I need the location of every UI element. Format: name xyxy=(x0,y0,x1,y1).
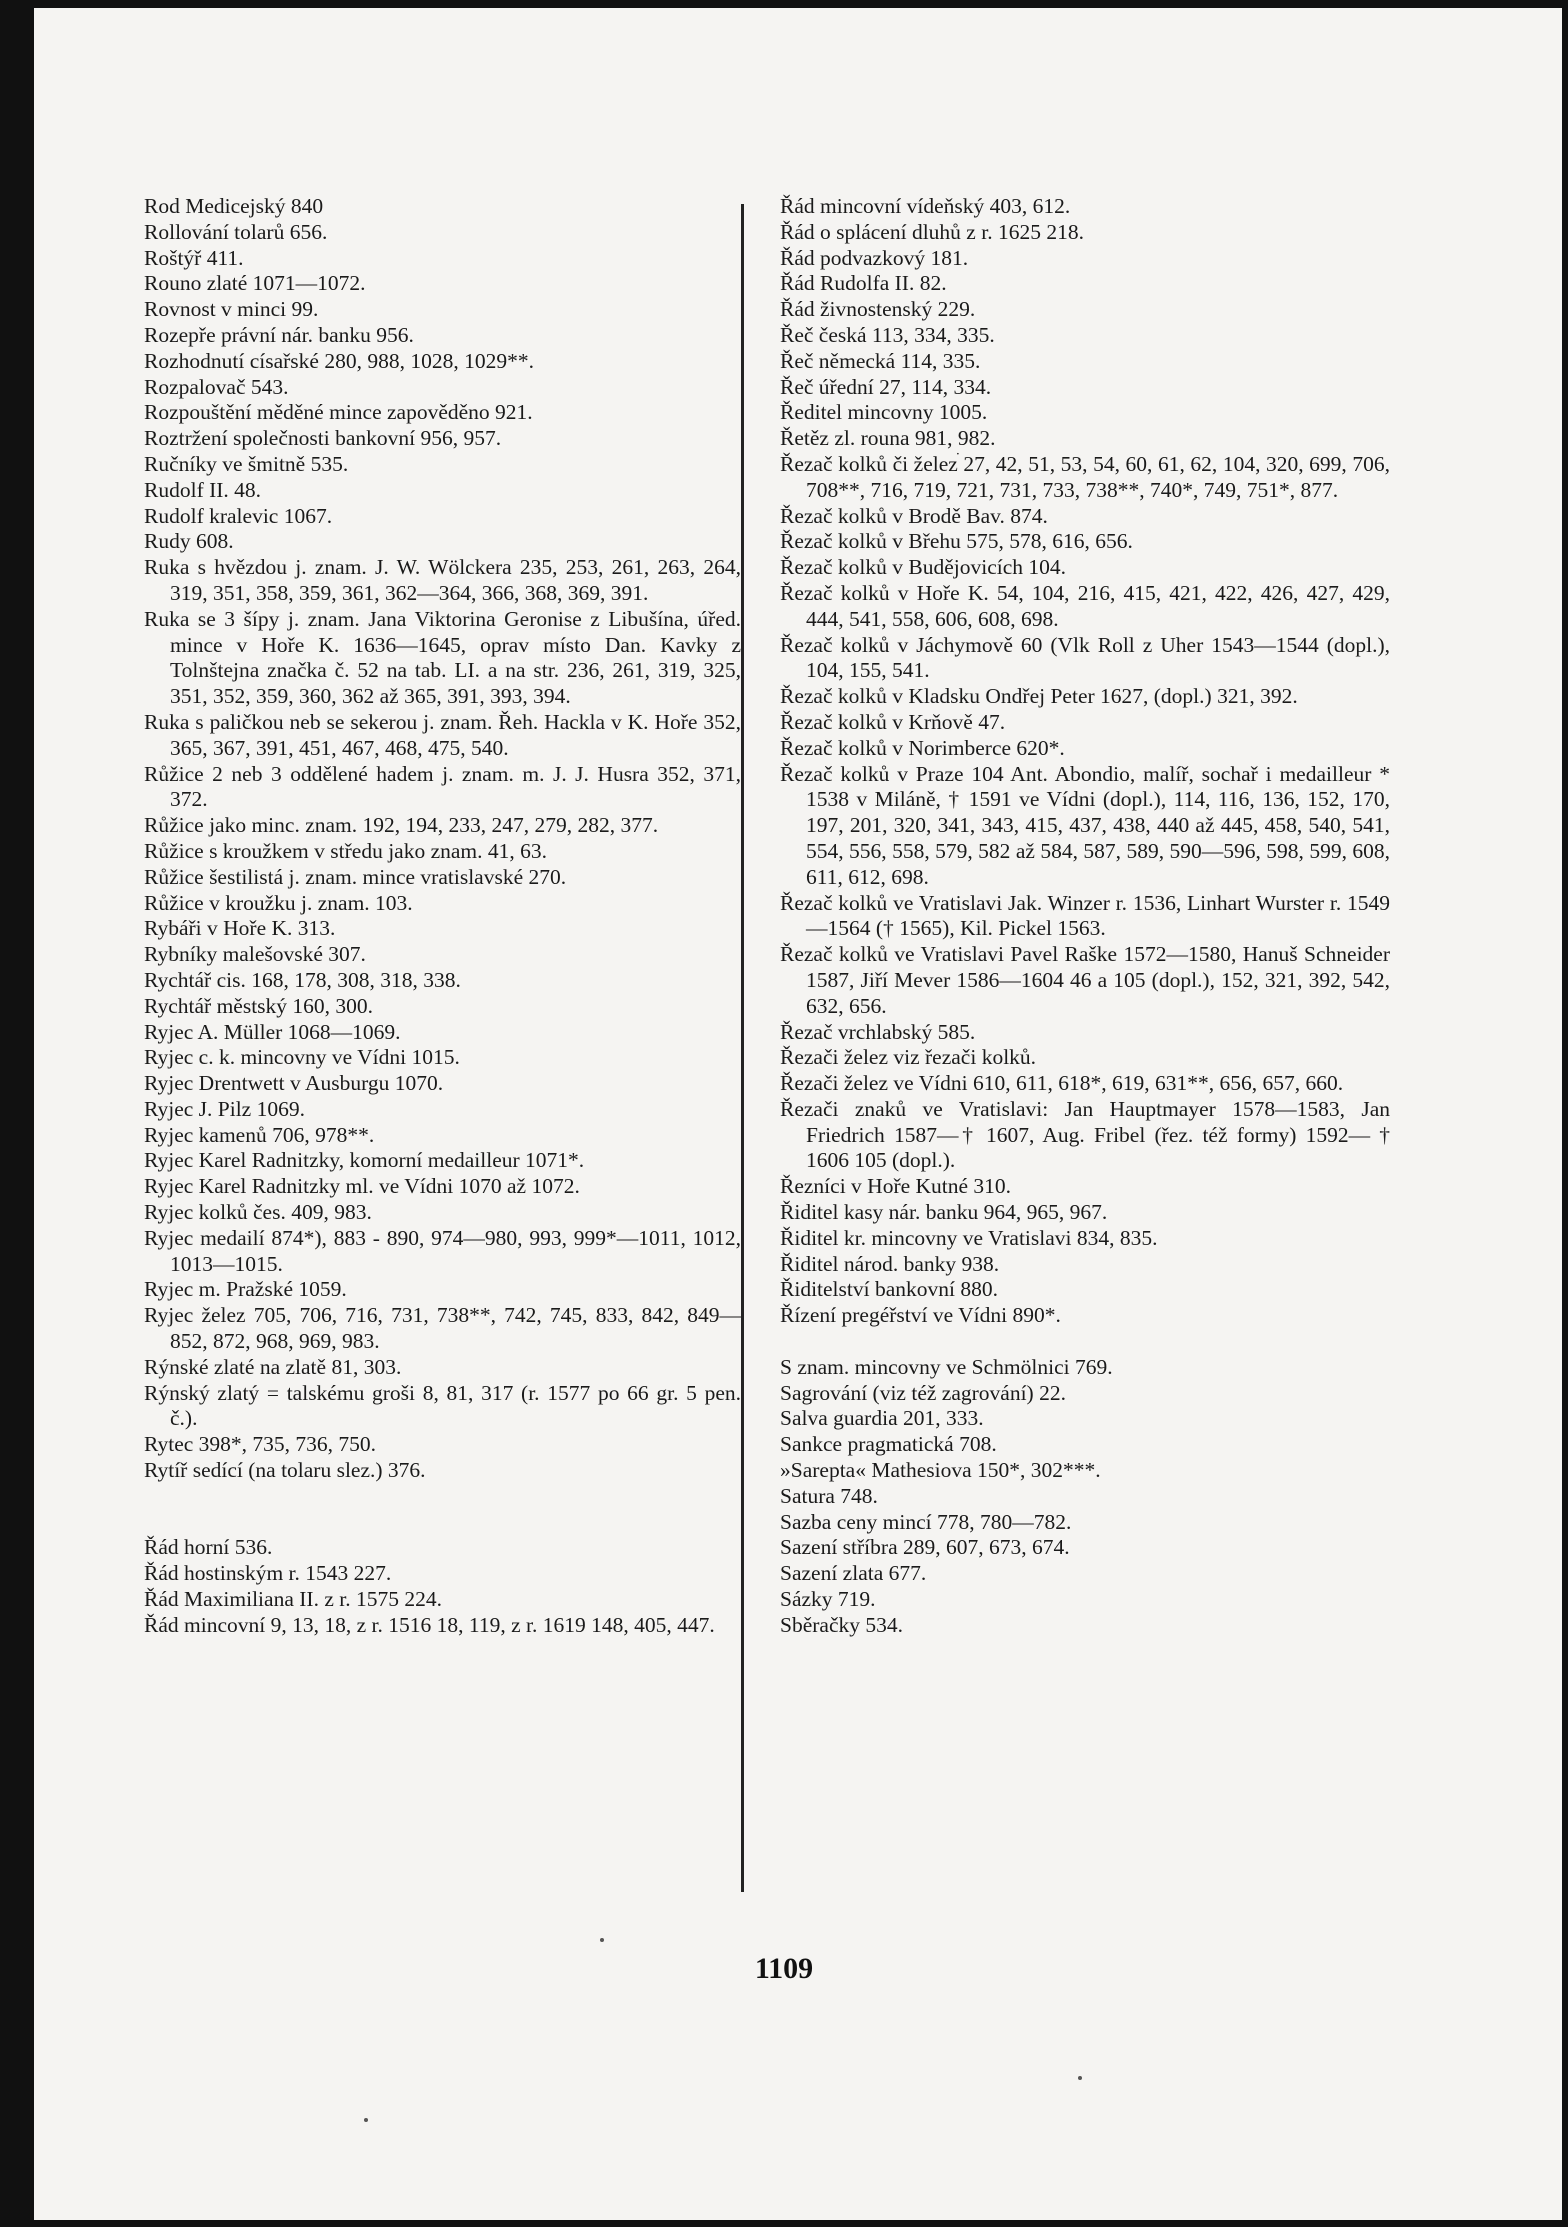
index-entry: Sazení zlata 677. xyxy=(780,1561,927,1586)
index-entry: Ručníky ve šmitně 535. xyxy=(144,451,349,476)
index-entry: Ryjec J. Pilz 1069. xyxy=(144,1096,305,1121)
index-entry: Řezači želez viz řezači kolků. xyxy=(780,1045,1037,1070)
index-entry: Řezač kolků ve Vratislavi Jak. Winzer r. 1536, Linhart Wurster r. 1549—1564 († 1565), Kil. Pickel 1563. xyxy=(780,890,1390,941)
index-entry: Řád hostinským r. 1543 227. xyxy=(144,1561,392,1586)
index-entry: Řezač kolků v Jáchymově 60 (Vlk Roll z Uher 1543—1544 (dopl.), 104, 155, 541. xyxy=(780,632,1390,683)
right-entries-rz xyxy=(780,194,1390,1329)
index-entry: Řád o splácení dluhů z r. 1625 218. xyxy=(780,219,1084,244)
index-entry: Řád podvazkový 181. xyxy=(780,245,969,270)
index-entry: Ruka s hvězdou j. znam. J. W. Wölckera 235, 253, 261, 263, 264, 319, 351, 358, 359, 361, 362—364, 366, 368, 369, 391. xyxy=(144,555,741,605)
index-entry: Sázky 719. xyxy=(780,1587,876,1612)
section-gap xyxy=(780,1329,1390,1355)
index-entry: Řezač kolků ve Vratislavi Pavel Raške 1572—1580, Hanuš Schneider 1587, Jiří Mever 1586—1604 46 a 105 (dopl.), 152, 321, 392, 542, 632, 656. xyxy=(780,942,1390,1018)
index-entry: Rod Medicejský 840 xyxy=(144,194,324,218)
index-entry: Řeč česká 113, 334, 335. xyxy=(780,322,995,347)
index-entry: Řeč úřední 27, 114, 334. xyxy=(780,374,992,399)
index-entry: Rýnské zlaté na zlatě 81, 303. xyxy=(144,1354,402,1379)
index-entry: Rybáři v Hoře K. 313. xyxy=(144,916,336,941)
left-entries-r xyxy=(144,194,741,1484)
index-entry: Rytíř sedící (na tolaru slez.) 376. xyxy=(144,1458,426,1483)
index-entry: Řád horní 536. xyxy=(144,1535,273,1560)
index-entry: Řiditel národ. banky 938. xyxy=(780,1251,1000,1276)
index-entry: Rozpouštění měděné mince zapověděno 921. xyxy=(144,400,533,425)
index-entry: Rozepře právní nár. banku 956. xyxy=(144,322,414,347)
index-entry: Řád Rudolfa II. 82. xyxy=(780,271,947,296)
index-entry: Řezač kolků v Břehu 575, 578, 616, 656. xyxy=(780,529,1133,554)
index-entry: Řád mincovní vídeňský 403, 612. xyxy=(780,194,1071,218)
index-entry: Ruka se 3 šípy j. znam. Jana Viktorina Geronise z Libušína, úřed. mince v Hoře K. 1636—1645, oprav místo Dan. Kavky z Tolnštejna značka č. 52 na tab. LI. a na str. 236, 261, 319, 325, 351, 352, 359, 360, 362 až 365, 391, 393, 394. xyxy=(144,606,741,709)
index-entry: Ryjec Karel Radnitzky ml. ve Vídni 1070 až 1072. xyxy=(144,1174,580,1199)
index-entry: Řezači želez ve Vídni 610, 611, 618*, 619, 631**, 656, 657, 660. xyxy=(780,1071,1344,1096)
index-entry: Řezač kolků v Krňově 47. xyxy=(780,709,1006,734)
index-entry: Růžice v kroužku j. znam. 103. xyxy=(144,890,413,915)
index-entry: Salva guardia 201, 333. xyxy=(780,1406,984,1431)
index-entry: Řeč německá 114, 335. xyxy=(780,348,981,373)
print-speck xyxy=(1078,2076,1082,2080)
left-column xyxy=(144,194,741,1639)
index-entry: Rýnský zlatý = talskému groši 8, 81, 317 (r. 1577 po 66 gr. 5 pen. č.). xyxy=(144,1380,741,1431)
column-divider-upper xyxy=(741,204,744,1890)
index-entry: Řiditel kasy nár. banku 964, 965, 967. xyxy=(780,1200,1108,1225)
index-entry: Ryjec c. k. mincovny ve Vídni 1015. xyxy=(144,1045,460,1070)
print-speck xyxy=(364,2118,368,2122)
index-entry: Sazení stříbra 289, 607, 673, 674. xyxy=(780,1535,1070,1560)
index-entry: Ryjec Drentwett v Ausburgu 1070. xyxy=(144,1071,444,1096)
index-entry: Rovnost v minci 99. xyxy=(144,297,319,322)
index-entry: Řiditelství bankovní 880. xyxy=(780,1277,998,1302)
index-entry: Rychtář městský 160, 300. xyxy=(144,993,374,1018)
index-entry: Sazba ceny mincí 778, 780—782. xyxy=(780,1509,1072,1534)
index-entry: Růžice šestilistá j. znam. mince vratislavské 270. xyxy=(144,864,567,889)
index-entry: Řezač kolků v Norimberce 620*. xyxy=(780,735,1065,760)
index-entry: Řezač vrchlabský 585. xyxy=(780,1019,976,1044)
page-number: 1109 xyxy=(754,1952,814,1985)
index-entry: Ryjec m. Pražské 1059. xyxy=(144,1277,347,1302)
index-entry: Řezač kolků v Hoře K. 54, 104, 216, 415, 421, 422, 426, 427, 429, 444, 541, 558, 606, 608, 698. xyxy=(780,580,1390,631)
index-entry: S znam. mincovny ve Schmölnici 769. xyxy=(780,1354,1113,1379)
index-entry: Řád mincovní 9, 13, 18, z r. 1516 18, 119, z r. 1619 148, 405, 447. xyxy=(144,1612,715,1637)
index-entry: Sagrování (viz též zagrování) 22. xyxy=(780,1380,1066,1405)
index-entry: Rozhodnutí císařské 280, 988, 1028, 1029**. xyxy=(144,348,534,373)
index-entry: Řezači znaků ve Vratislavi: Jan Hauptmayer 1578—1583, Jan Friedrich 1587—† 1607, Aug. Fribel (řez. též formy) 1592— † 1606 105 (dopl.). xyxy=(780,1096,1390,1173)
index-entry: Řezač kolků či železׄ 27, 42, 51, 53, 54, 60, 61, 62, 104, 320, 699, 706, 708**, 716, 719, 721, 731, 733, 738**, 740*, 749, 751*, 877. xyxy=(780,451,1390,502)
index-entry: Rybníky malešovské 307. xyxy=(144,942,366,967)
left-entries-rz xyxy=(144,1535,741,1638)
index-entry: Ryjec želez 705, 706, 716, 731, 738**, 742, 745, 833, 842, 849—852, 872, 968, 969, 983. xyxy=(144,1303,741,1354)
index-entry: Řezač kolků v Brodě Bav. 874. xyxy=(780,503,1048,528)
index-entry: Satura 748. xyxy=(780,1483,878,1508)
index-entry: Řetěz zl. rouna 981, 982. xyxy=(780,426,996,451)
index-entry: Řád živnostenský 229. xyxy=(780,297,976,322)
index-entry: Řízení pregéřství ve Vídni 890*. xyxy=(780,1303,1061,1328)
print-speck xyxy=(600,1938,604,1942)
index-entry: Rozpalovač 543. xyxy=(144,374,289,399)
index-entry: Rychtář cis. 168, 178, 308, 318, 338. xyxy=(144,967,461,992)
index-entry: Ruka s paličkou neb se sekerou j. znam. Řeh. Hackla v K. Hoře 352, 365, 367, 391, 451, 467, 468, 475, 540. xyxy=(144,709,741,760)
index-entry: Ředitel mincovny 1005. xyxy=(780,400,988,425)
index-entry: Ryjec kolků čes. 409, 983. xyxy=(144,1200,372,1225)
index-entry: Ryjec Karel Radnitzky, komorní medailleur 1071*. xyxy=(144,1148,585,1173)
index-entry: Řezač kolků v Praze 104 Ant. Abondio, malíř, sochař i medailleur * 1538 v Miláně, † 1591 ve Vídni (dopl.), 114, 116, 136, 152, 170, 197, 201, 320, 341, 343, 415, 437, 438, 440 až 445, 458, 540, 541, 554, 556, 558, 579, 582 až 584, 587, 589, 590—596, 598, 599, 608, 611, 612, 698. xyxy=(780,761,1390,889)
index-entry: Sběračky 534. xyxy=(780,1612,903,1637)
index-entry: Řezač kolků v Budějovicích 104. xyxy=(780,555,1066,580)
index-entry: Sankce pragmatická 708. xyxy=(780,1432,997,1457)
index-entry: Růžice 2 neb 3 oddělené hadem j. znam. m. J. J. Husra 352, 371, 372. xyxy=(144,761,741,812)
index-entry: Rytec 398*, 735, 736, 750. xyxy=(144,1432,377,1457)
index-entry: »Sarepta« Mathesiova 150*, 302***. xyxy=(780,1458,1101,1483)
right-entries-s xyxy=(780,1355,1390,1639)
index-entry: Roztržení společnosti bankovní 956, 957. xyxy=(144,426,502,451)
index-entry: Ryjec A. Müller 1068—1069. xyxy=(144,1019,401,1044)
index-entry: Řád Maximiliana II. z r. 1575 224. xyxy=(144,1587,442,1612)
index-entry: Růžice jako minc. znam. 192, 194, 233, 247, 279, 282, 377. xyxy=(144,813,659,838)
index-entry: Řezač kolků v Kladsku Ondřej Peter 1627, (dopl.) 321, 392. xyxy=(780,684,1298,709)
index-page xyxy=(34,8,1562,2220)
section-gap xyxy=(144,1484,741,1536)
index-entry: Rudy 608. xyxy=(144,529,234,554)
index-entry: Ryjec medailí 874*), 883 - 890, 974—980, 993, 999*—1011, 1012, 1013—1015. xyxy=(144,1225,741,1276)
index-entry: Roštýř 411. xyxy=(144,245,244,270)
index-entry: Řezníci v Hoře Kutné 310. xyxy=(780,1174,1012,1199)
index-entry: Rouno zlaté 1071—1072. xyxy=(144,271,366,296)
index-entry: Rudolf II. 48. xyxy=(144,477,262,502)
index-entry: Růžice s kroužkem v středu jako znam. 41, 63. xyxy=(144,838,548,863)
index-entry: Ryjec kamenů 706, 978**. xyxy=(144,1122,375,1147)
right-column xyxy=(780,194,1390,1639)
index-entry: Řiditel kr. mincovny ve Vratislavi 834, 835. xyxy=(780,1225,1158,1250)
index-entry: Rudolf kralevic 1067. xyxy=(144,503,333,528)
column-divider-lower xyxy=(741,1768,744,1892)
index-entry: Rollování tolarů 656. xyxy=(144,219,328,244)
